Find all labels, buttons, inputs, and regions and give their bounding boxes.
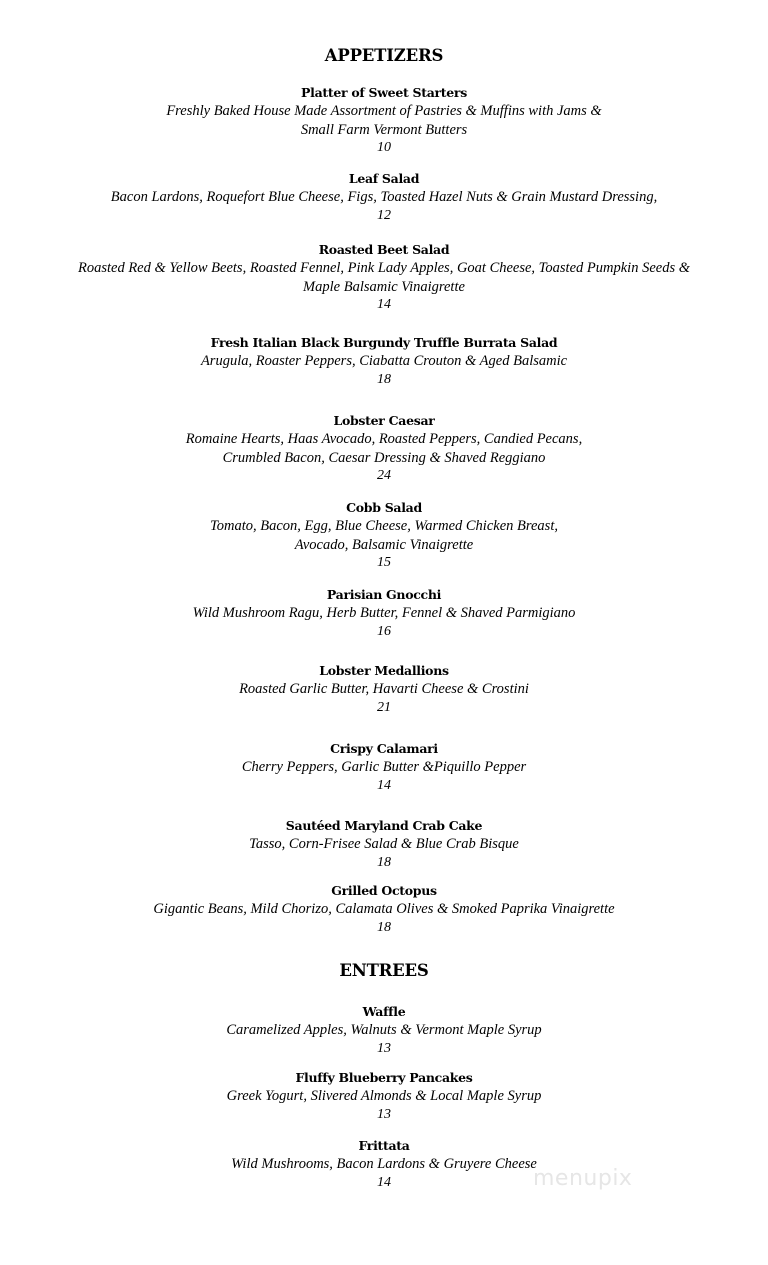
item-name: Waffle	[362, 1004, 406, 1019]
item-description: Caramelized Apples, Walnuts & Vermont Maple Syrup	[226, 1022, 542, 1038]
menu-item-waffle	[0, 1003, 768, 1057]
item-price: 13	[377, 1040, 391, 1056]
item-description: Freshly Baked House Made Assortment of Pastries & Muffins with Jams & Small Farm Vermont Butters	[166, 103, 602, 138]
item-description: Roasted Red & Yellow Beets, Roasted Fennel, Pink Lady Apples, Goat Cheese, Toasted Pumpkin Seeds & Maple Balsamic Vinaigrette	[77, 260, 690, 295]
item-price: 14	[377, 777, 391, 793]
menu-item-lobster-medallions	[0, 662, 768, 716]
item-price: 10	[377, 140, 391, 155]
menu-item-crispy-calamari	[0, 740, 768, 794]
item-name: Crispy Calamari	[330, 741, 438, 756]
item-name: Leaf Salad	[348, 171, 420, 186]
menu-item-roasted-beet-salad	[0, 241, 768, 313]
item-description: Arugula, Roaster Peppers, Ciabatta Crouton & Aged Balsamic	[200, 353, 568, 369]
item-description: Roasted Garlic Butter, Havarti Cheese & Crostini	[239, 681, 529, 697]
item-name: Lobster Medallions	[319, 663, 449, 678]
menu-item-platter-of-sweet-starters	[0, 84, 768, 156]
item-price: 18	[377, 919, 391, 935]
item-description: Gigantic Beans, Mild Chorizo, Calamata Olives & Smoked Paprika Vinaigrette	[153, 901, 615, 917]
item-description: Wild Mushroom Ragu, Herb Butter, Fennel & Shaved Parmigiano	[192, 605, 576, 621]
menu-item-truffle-burrata-salad	[0, 334, 768, 388]
item-price: 21	[377, 699, 391, 715]
item-price: 12	[377, 207, 391, 223]
item-price: 16	[377, 623, 391, 639]
item-description: Cherry Peppers, Garlic Butter &Piquillo Pepper	[241, 759, 527, 775]
item-price: 14	[377, 297, 391, 312]
menu-item-grilled-octopus	[0, 882, 768, 936]
item-price: 14	[377, 1174, 391, 1190]
item-price: 13	[377, 1106, 391, 1122]
item-description: Bacon Lardons, Roquefort Blue Cheese, Figs, Toasted Hazel Nuts & Grain Mustard Dressing,	[110, 189, 658, 205]
item-name: Grilled Octopus	[331, 883, 437, 898]
item-name: Platter of Sweet Starters	[301, 85, 467, 100]
item-name: Fresh Italian Black Burgundy Truffle Burrata Salad	[210, 335, 558, 350]
menu-item-frittata	[0, 1137, 768, 1191]
item-price: 18	[377, 371, 391, 387]
entrees-heading: ENTREES	[339, 961, 429, 980]
menu-item-maryland-crab-cake	[0, 817, 768, 871]
menu-item-leaf-salad	[0, 170, 768, 224]
item-description: Tomato, Bacon, Egg, Blue Cheese, Warmed Chicken Breast, Avocado, Balsamic Vinaigrette	[210, 518, 558, 553]
item-name: Fluffy Blueberry Pancakes	[295, 1070, 473, 1085]
menupix-watermark: menupix	[533, 1166, 633, 1191]
menu-item-cobb-salad	[0, 499, 768, 571]
item-name: Lobster Caesar	[333, 413, 435, 428]
menu-item-blueberry-pancakes	[0, 1069, 768, 1123]
item-name: Sautéed Maryland Crab Cake	[285, 818, 483, 833]
item-name: Frittata	[358, 1138, 410, 1153]
menu-item-parisian-gnocchi	[0, 586, 768, 640]
item-description: Romaine Hearts, Haas Avocado, Roasted Peppers, Candied Pecans, Crumbled Bacon, Caesar Dressing & Shaved Reggiano	[185, 431, 583, 466]
item-name: Parisian Gnocchi	[326, 587, 442, 602]
menu-item-lobster-caesar	[0, 412, 768, 484]
item-description: Greek Yogurt, Slivered Almonds & Local Maple Syrup	[226, 1088, 542, 1104]
item-price: 24	[377, 468, 391, 483]
item-description: Tasso, Corn-Frisee Salad & Blue Crab Bisque	[249, 836, 519, 852]
item-description: Wild Mushrooms, Bacon Lardons & Gruyere Cheese	[231, 1156, 537, 1172]
appetizers-heading: APPETIZERS	[324, 46, 444, 65]
item-price: 15	[377, 555, 391, 570]
item-name: Roasted Beet Salad	[318, 242, 450, 257]
item-price: 18	[377, 854, 391, 870]
item-name: Cobb Salad	[346, 500, 422, 515]
